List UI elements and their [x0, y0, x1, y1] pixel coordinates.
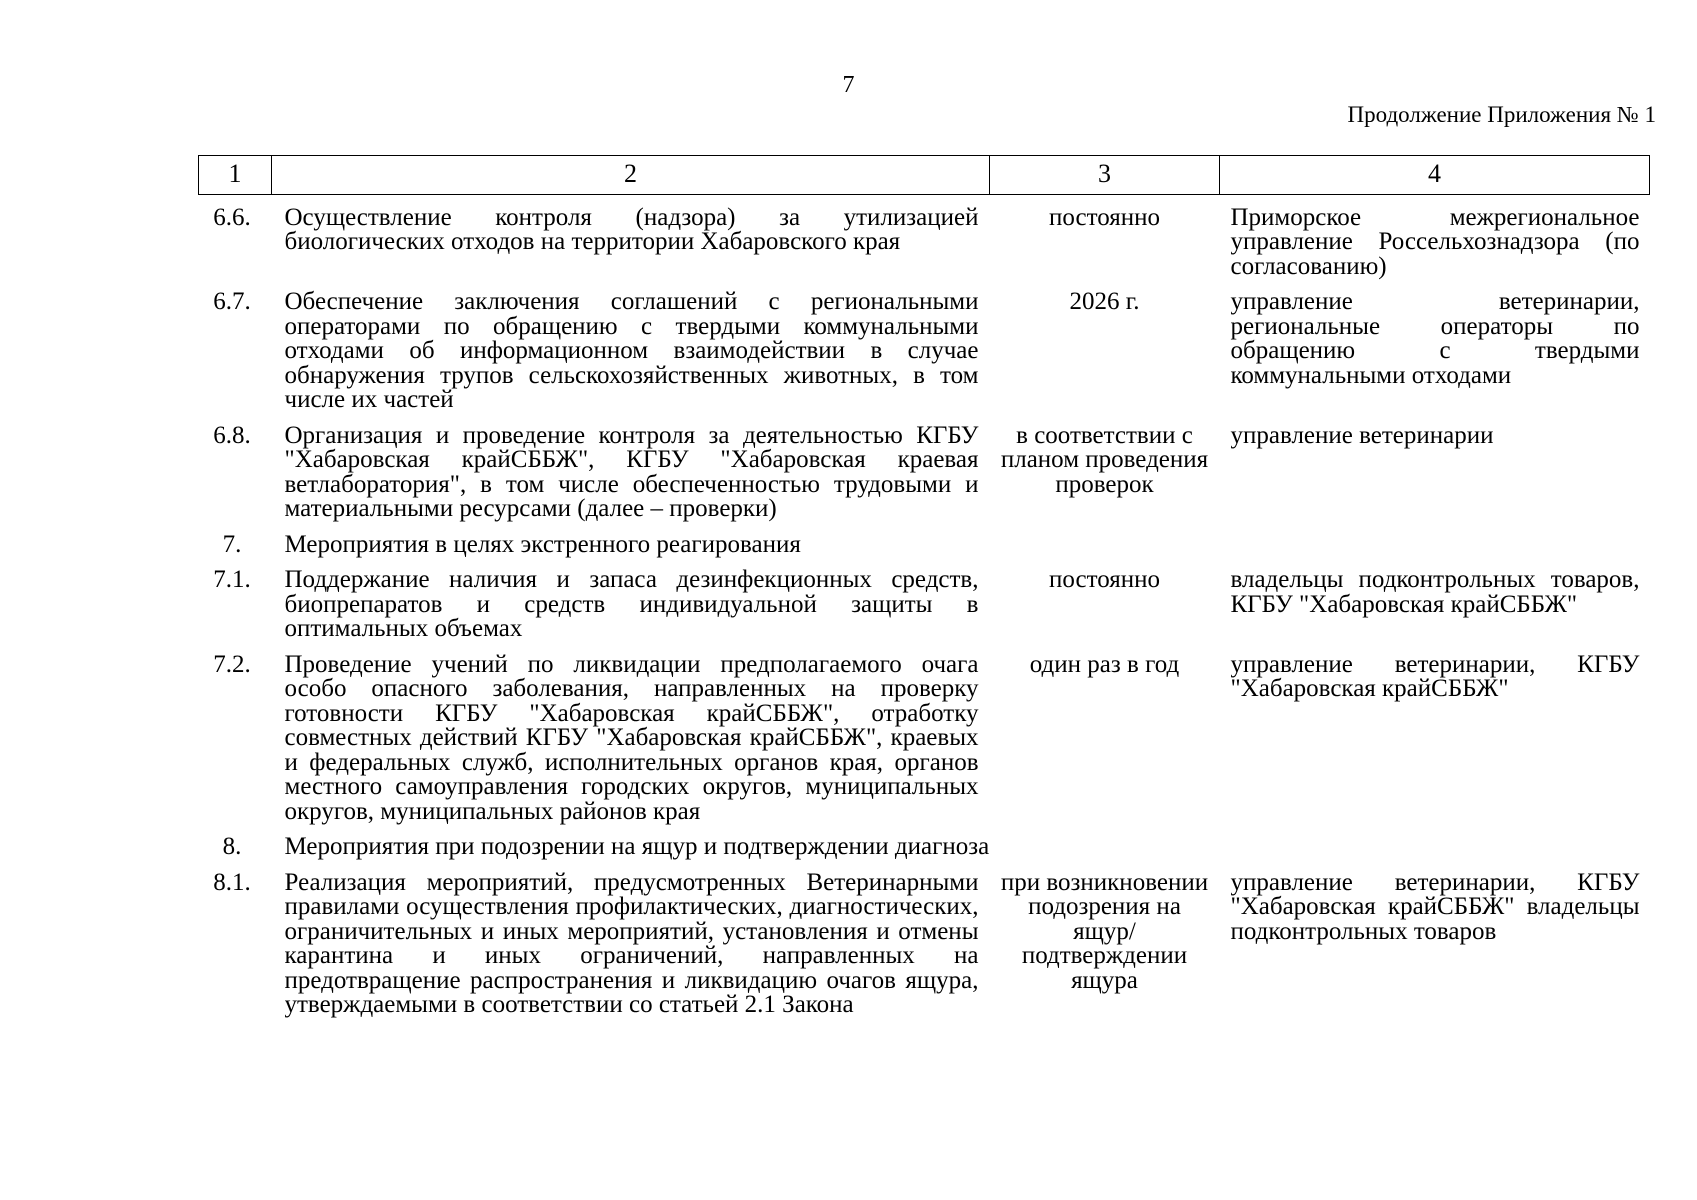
column-number-2: 2 [272, 156, 990, 195]
table-row [199, 653, 1650, 836]
table-row [199, 206, 1650, 291]
row-responsible: управление ветеринарии, КГБУ "Хабаровская крайСББЖ" владельцы подконтрольных товаров [1230, 868, 1640, 945]
table-row [199, 424, 1650, 533]
column-number-1: 1 [199, 156, 272, 195]
section-number: 8. [222, 833, 242, 860]
table-header [199, 156, 1650, 195]
table-row [199, 290, 1650, 424]
section-title: Мероприятия при подозрении на ящур и подтверждении диагноза [284, 833, 990, 860]
row-responsible: Приморское межрегиональное управление Россельхознадзора (по согласованию) [1230, 203, 1640, 280]
section-row [199, 533, 1650, 569]
row-description: Поддержание наличия и запаса дезинфекционных средств, биопрепаратов и средств индивидуальной защиты в оптимальных объемах [284, 566, 979, 642]
row-description: Обеспечение заключения соглашений с региональными операторами по обращению с твердыми коммунальными отходами об информационном взаимодействии в случае обнаружения трупов сельскохозяйственных животных, в том числе их частей [284, 288, 979, 413]
column-number-4: 4 [1220, 156, 1650, 195]
row-deadline: один раз в год [1029, 650, 1180, 678]
row-number: 6.6. [213, 203, 251, 231]
row-description-text: Реализация мероприятий, предусмотренных Ветеринарными правилами осуществления профилактических, диагностических, ограничительных и иных мероприятий, установления и отмены карантина и иных ограничений, направленных на предотвращение распространения и ликвидацию очагов ящура, утверждаемыми в соответствии со статьей 2.1 Закона [284, 870, 979, 1018]
measures-table [198, 155, 1650, 1031]
row-deadline: при возникновении подозрения на ящур/подтверждении ящура [1000, 868, 1209, 994]
row-description [272, 871, 990, 1031]
page-number: 7 [842, 72, 855, 98]
row-deadline: постоянно [1049, 566, 1160, 593]
column-number-3: 3 [990, 156, 1220, 195]
row-deadline: 2026 г. [1069, 288, 1140, 315]
row-number: 6.8. [213, 421, 251, 449]
row-deadline: постоянно [1049, 203, 1160, 231]
row-responsible: владельцы подконтрольных товаров, КГБУ "Хабаровская крайСББЖ" [1230, 566, 1640, 618]
column-number-row [199, 156, 1650, 195]
table-row [199, 568, 1650, 653]
row-responsible: управление ветеринарии, региональные операторы по обращению с твердыми коммунальными отходами [1230, 288, 1640, 389]
section-number: 7. [222, 530, 242, 558]
row-deadline: в соответствии с планом проведения проверок [1000, 421, 1209, 498]
row-description: Организация и проведение контроля за деятельностью КГБУ "Хабаровская крайСББЖ", КГБУ "Хабаровская краевая ветлаборатория", в том числе обеспеченностью трудовыми и материальными ресурсами (далее – проверки) [284, 421, 979, 522]
row-responsible: управление ветеринарии, КГБУ "Хабаровская крайСББЖ" [1230, 650, 1640, 702]
section-title: Мероприятия в целях экстренного реагирования [284, 530, 801, 558]
section-row [199, 835, 1650, 871]
row-responsible: управление ветеринарии [1230, 421, 1494, 449]
row-description: Осуществление контроля (надзора) за утилизацией биологических отходов на территории Хабаровского края [284, 203, 979, 255]
table-row [199, 871, 1650, 1031]
row-number: 7.2. [213, 650, 251, 678]
row-description: Проведение учений по ликвидации предполагаемого очага особо опасного заболевания, направленных на проверку готовности КГБУ "Хабаровская крайСББЖ", отработку совместных действий КГБУ "Хабаровская крайСББЖ", краевых и федеральных служб, исполнительных органов края, органов местного самоуправления городских округов, муниципальных округов, муниципальных районов края [284, 650, 979, 825]
row-number: 7.1. [213, 566, 251, 593]
appendix-continuation-label: Продолжение Приложения № 1 [1347, 102, 1656, 127]
row-number: 8.1. [213, 868, 251, 896]
row-number: 6.7. [213, 288, 251, 315]
